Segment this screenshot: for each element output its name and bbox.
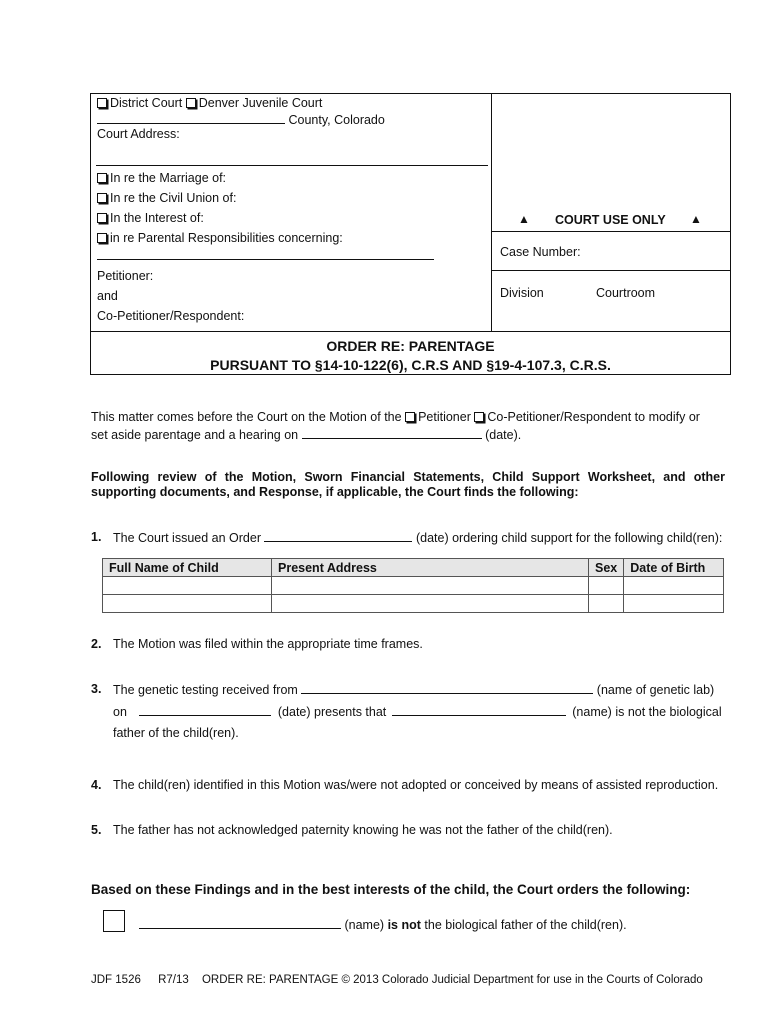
item-3-text-a: The genetic testing received from: [113, 683, 298, 697]
item-2-number: 2.: [91, 637, 102, 651]
table-header-row: [103, 559, 724, 577]
child-address-cell[interactable]: [272, 577, 589, 595]
item-1-text-b: (date) ordering child support for the following child(ren):: [415, 531, 723, 545]
item-3-text-e: (name) is not the biological: [572, 705, 722, 719]
order-1-text-b: is not: [387, 918, 421, 932]
orders-intro: Based on these Findings and in the best interests of the child, the Court orders the following:: [91, 882, 691, 897]
footer: [91, 974, 703, 986]
item-3-text-d: (date) presents that: [277, 705, 387, 719]
item-3-text-f: father of the child(ren).: [113, 726, 239, 740]
marriage-checkbox[interactable]: [97, 173, 107, 183]
findings-intro: Following review of the Motion, Sworn Financial Statements, Child Support Worksheet, and other supporting documents, and Response, if applicable, the Court finds the following:: [91, 470, 725, 499]
footer-form-id: JDF 1526: [91, 974, 141, 986]
court-address-label: Court Address:: [97, 127, 180, 141]
courtroom-label: Courtroom: [596, 286, 656, 300]
interest-label: In the Interest of:: [110, 211, 204, 225]
col-present-address: Present Address: [272, 559, 589, 577]
children-table: [102, 558, 724, 613]
respondent-label: Co-Petitioner/Respondent:: [97, 309, 245, 323]
not-father-name-field[interactable]: [139, 917, 341, 929]
col-sex: Sex: [589, 559, 624, 577]
father-name-field[interactable]: [392, 704, 566, 716]
case-type-marriage: [97, 171, 226, 185]
item-3-text-c: on: [113, 705, 127, 719]
case-type-parental: [97, 231, 343, 245]
parties-name-underline[interactable]: [97, 259, 434, 260]
county-row: [97, 112, 385, 127]
page-title: ORDER RE: PARENTAGE: [326, 338, 495, 354]
item-1-text-a: The Court issued an Order: [113, 531, 261, 545]
intro-text: This matter comes before the Court on the Motion of the: [91, 410, 402, 424]
order-1-text: [139, 917, 627, 932]
genetic-lab-field[interactable]: [301, 682, 593, 694]
parental-responsibilities-checkbox[interactable]: [97, 233, 107, 243]
item-3-line-1: [113, 682, 714, 697]
child-sex-cell[interactable]: [589, 595, 624, 613]
county-field[interactable]: [97, 112, 285, 124]
hearing-date-label: (date).: [485, 428, 522, 442]
and-label: and: [97, 289, 118, 303]
table-row: [103, 595, 724, 613]
test-date-field[interactable]: [139, 704, 271, 716]
hearing-date-field[interactable]: [302, 427, 482, 439]
court-address-underline: [96, 165, 488, 166]
court-use-only-header: [492, 212, 731, 228]
item-4-number: 4.: [91, 778, 102, 792]
item-2-text: The Motion was filed within the appropriate time frames.: [113, 637, 423, 651]
court-use-divider: [492, 231, 731, 232]
child-dob-cell[interactable]: [624, 595, 724, 613]
item-5-text: The father has not acknowledged paternity knowing he was not the father of the child(ren).: [113, 823, 613, 837]
intro-line-1: [91, 410, 700, 424]
child-dob-cell[interactable]: [624, 577, 724, 595]
col-date-of-birth: Date of Birth: [624, 559, 724, 577]
civil-union-checkbox[interactable]: [97, 193, 107, 203]
intro-text-2: set aside parentage and a hearing on: [91, 428, 299, 442]
denver-juvenile-court-label: Denver Juvenile Court: [198, 96, 323, 110]
page-subtitle: PURSUANT TO §14-10-122(6), C.R.S AND §19-4-107.3, C.R.S.: [210, 357, 611, 373]
table-row: [103, 577, 724, 595]
order-1-text-a: (name): [344, 918, 385, 932]
court-use-only-label: COURT USE ONLY: [555, 213, 666, 227]
intro-line-2: [91, 427, 521, 442]
item-5-number: 5.: [91, 823, 102, 837]
marriage-label: In re the Marriage of:: [110, 171, 227, 185]
item-3-text-b: (name of genetic lab): [596, 683, 715, 697]
co-petitioner-option-label: Co-Petitioner/Respondent to modify or: [487, 410, 700, 424]
case-number-label: Case Number:: [500, 245, 581, 259]
denver-juvenile-court-checkbox[interactable]: [186, 98, 196, 108]
district-court-label: District Court: [110, 96, 183, 110]
petitioner-checkbox[interactable]: [405, 412, 415, 422]
item-1-text: [113, 530, 722, 545]
parental-responsibilities-label: in re Parental Responsibilities concerning:: [110, 231, 343, 245]
footer-text: ORDER RE: PARENTAGE © 2013 Colorado Judicial Department for use in the Courts of Colorado: [201, 974, 703, 986]
petitioner-option-label: Petitioner: [418, 410, 471, 424]
item-4-text: The child(ren) identified in this Motion was/were not adopted or conceived by means of assisted reproduction.: [113, 778, 719, 792]
petitioner-label: Petitioner:: [97, 269, 154, 283]
case-type-civil-union: [97, 191, 236, 205]
county-label: County, Colorado: [288, 113, 385, 127]
co-petitioner-checkbox[interactable]: [474, 412, 484, 422]
division-label: Division: [500, 286, 544, 300]
caption-divider-horizontal: [90, 331, 731, 332]
case-type-interest: [97, 211, 204, 225]
civil-union-label: In re the Civil Union of:: [110, 191, 237, 205]
triangle-up-icon: ▲: [518, 212, 530, 226]
court-type-row: [97, 96, 322, 110]
order-1-text-c: the biological father of the child(ren).: [424, 918, 627, 932]
order-1-checkbox[interactable]: [103, 910, 125, 932]
item-1-number: 1.: [91, 530, 102, 544]
triangle-up-icon: ▲: [690, 212, 702, 226]
child-address-cell[interactable]: [272, 595, 589, 613]
item-3-line-2: [113, 704, 722, 719]
child-sex-cell[interactable]: [589, 577, 624, 595]
order-date-field[interactable]: [264, 530, 412, 542]
child-name-cell[interactable]: [103, 577, 272, 595]
col-full-name: Full Name of Child: [103, 559, 272, 577]
case-number-divider: [492, 270, 731, 271]
district-court-checkbox[interactable]: [97, 98, 107, 108]
item-3-number: 3.: [91, 682, 102, 696]
interest-checkbox[interactable]: [97, 213, 107, 223]
footer-revision: R7/13: [158, 974, 189, 986]
child-name-cell[interactable]: [103, 595, 272, 613]
